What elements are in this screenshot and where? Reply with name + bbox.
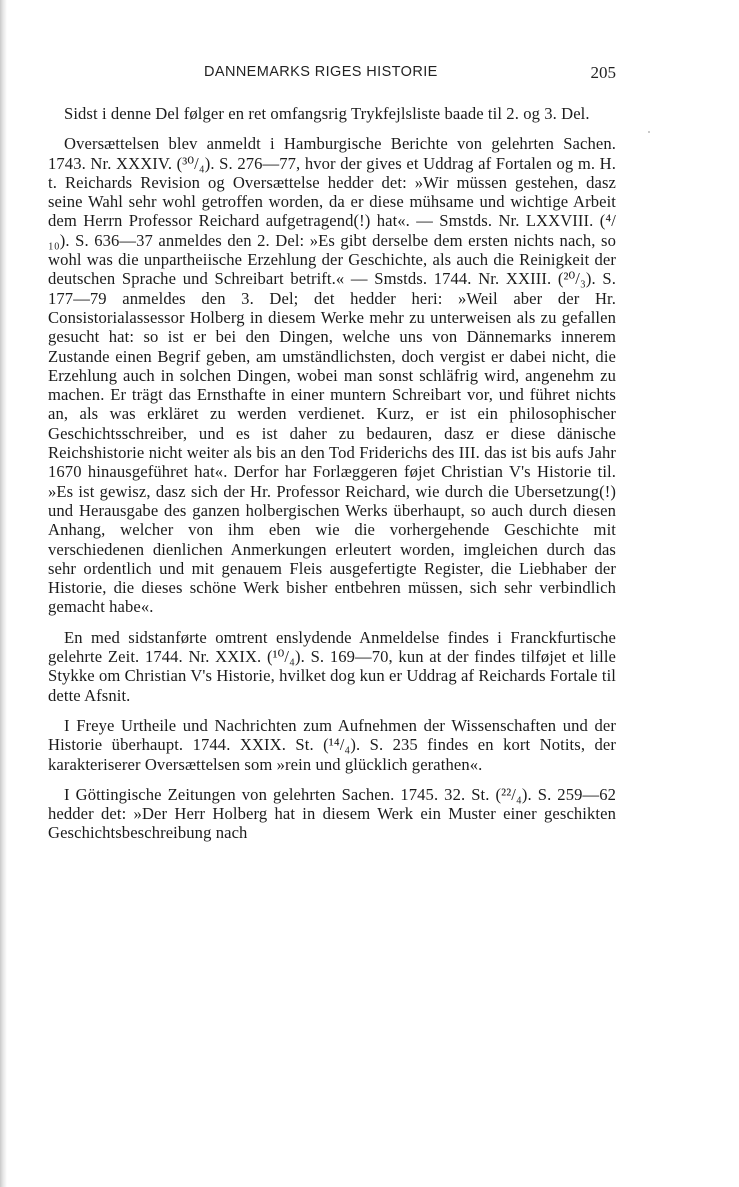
- body-text: [48, 104, 616, 854]
- paragraph-5: I Göttingische Zeitungen von gelehrten Sachen. 1745. 32. St. (²²/₄). S. 259—62 hedder det: »Der Herr Holberg hat in diesem Werk ein Muster einer geschikten Geschichtsbeschreibung nach: [48, 784, 616, 843]
- running-head: [48, 64, 616, 84]
- scan-edge: [0, 0, 7, 1187]
- page-speck: [648, 131, 650, 133]
- paragraph-4: I Freye Urtheile und Nachrichten zum Aufnehmen der Wissenschaften und der Historie überhaupt. 1744. XXIX. St. (¹⁴/₄). S. 235 findes en kort Notits, der karakteriserer Oversættelsen som »rein und glücklich gerathen«.: [48, 715, 616, 774]
- running-title: DANNEMARKS RIGES HISTORIE: [204, 64, 438, 80]
- page-number: 205: [590, 63, 616, 82]
- paragraph-1: Sidst i denne Del følger en ret omfangsrig Trykfejlsliste baade til 2. og 3. Del.: [64, 104, 590, 123]
- paragraph-2: Oversættelsen blev anmeldt i Hamburgische Berichte von gelehrten Sachen. 1743. Nr. XXXIV. (³⁰/₄). S. 276—77, hvor der gives et Uddrag af Fortalen og m. H. t. Reichards Revision og Oversættelse hedder det: »Wir müssen gestehen, dasz seine Wahl sehr wohl getroffen worden, da er diese mühsame und wichtige Arbeit dem Herrn Professor Reichard aufgetragend(!) hat«. — Smstds. Nr. LXXVIII. (⁴/₁₀). S. 636—37 anmeldes den 2. Del: »Es gibt derselbe dem ersten nichts nach, so wohl was die unpartheiische Erzehlung der Geschichte, als auch die Reinigkeit der deutschen Sprache und Schreibart betrift.« — Smstds. 1744. Nr. XXIII. (²⁰/₃). S. 177—79 anmeldes den 3. Del; det hedder heri: »Weil aber der Hr. Consistorialassessor Holberg in diesem Werke mehr zu unterweisen als zu gefallen gesucht hat: so ist er bei den Dingen, welche uns von Dännemarks innerem Zustande einen Begrif geben, am umständlichsten, doch vergist er dabei nicht, die Erzehlung auch in solchen Dingen, wobei man sonst schläfrig wird, angenehm zu machen. Er trägt das Ernsthafte in einer muntern Schreibart vor, und führet nichts an, als was erkläret zu werden verdienet. Kurz, er ist ein philosophischer Geschichtsschreiber, und es ist daher zu bedauren, dasz er diese dänische Reichshistorie nicht weiter als bis an den Tod Friderichs des III. das ist bis aufs Jahr 1670 hinausgeführet hat«. Derfor har Forlæggeren føjet Christian V's Historie til. »Es ist gewisz, dasz sich der Hr. Professor Reichard, wie durch die Ubersetzung(!) und Herausgabe des ganzen holbergischen Werks überhaupt, so auch durch diesen Anhang, welcher von ihm eben wie die vorhergehende Geschichte mit verschiedenen dienlichen Anmerkungen erleutert worden, imgleichen durch das sehr ordentlich und mit genauem Fleis ausgefertigte Register, die Liebhaber der Historie, die dieses schöne Werk bisher entbehren müssen, sich sehr verbindlich gemacht habe«.: [48, 134, 616, 617]
- paragraph-3: En med sidstanførte omtrent enslydende Anmeldelse findes i Franckfurtische gelehrte Zeit. 1744. Nr. XXIX. (¹⁰/₄). S. 169—70, kun at der findes tilføjet et lille Stykke om Christian V's Historie, hvilket dog kun er Uddrag af Reichards Fortale til dette Afsnit.: [48, 627, 616, 705]
